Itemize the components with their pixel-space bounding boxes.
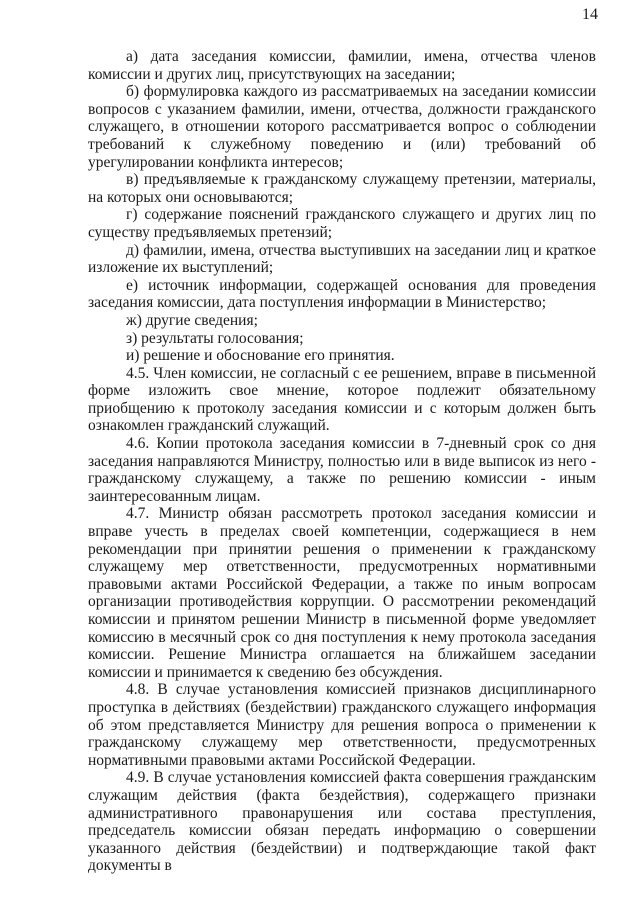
paragraph-item-i: и) решение и обоснование его принятия.: [126, 347, 395, 365]
paragraph-item-g: г) содержание пояснений гражданского служащего и других лиц по существу предъявляемых претензий;: [88, 206, 596, 241]
paragraph-4-9: 4.9. В случае установления комиссией факта совершения гражданским служащим действия (факта бездействия), содержащего признаки административного правонарушения или состава преступления, председатель комиссии обязан передать информацию о совершении указанного действия (бездействии) и подтверждающие такой факт документы в: [88, 769, 596, 875]
paragraph-item-a: а) дата заседания комиссии, фамилии, имена, отчества членов комиссии и других лиц, присутствующих на заседании;: [88, 48, 596, 83]
paragraph-4-5: 4.5. Член комиссии, не согласный с ее решением, вправе в письменной форме изложить свое мнение, которое подлежит обязательному приобщению к протоколу заседания комиссии и с которым должен быть ознакомлен гражданский служащий.: [88, 364, 596, 435]
paragraph-item-v: в) предъявляемые к гражданскому служащему претензии, материалы, на которых они основываются;: [88, 171, 596, 206]
paragraph-item-d: д) фамилии, имена, отчества выступивших на заседании лиц и краткое изложение их выступлений;: [88, 241, 596, 277]
paragraph-item-z: з) результаты голосования;: [126, 329, 304, 347]
paragraph-item-b: б) формулировка каждого из рассматриваемых на заседании комиссии вопросов с указанием фамилии, имени, отчества, должности гражданского служащего, в отношении которого рассматривается вопрос о соблюдении требований к служебному поведению и (или) требований об урегулировании конфликта интересов;: [88, 83, 596, 171]
paragraph-item-e: е) источник информации, содержащей основания для проведения заседания комиссии, дата поступления информации в Министерство;: [88, 276, 596, 312]
paragraph-4-6: 4.6. Копии протокола заседания комиссии в 7-дневный срок со дня заседания направляются Министру, полностью или в виде выписок из него - гражданскому служащему, а также по решению комиссии - иным заинтересованным лицам.: [88, 435, 596, 505]
page-number: 14: [582, 6, 598, 23]
paragraph-4-8: 4.8. В случае установления комиссией признаков дисциплинарного проступка в действиях (бездействии) гражданского служащего информация об этом представляется Министру для решения вопроса о применении к гражданскому служащему мер ответственности, предусмотренных нормативными правовыми актами Российской Федерации.: [88, 681, 596, 769]
paragraph-item-zh: ж) другие сведения;: [126, 311, 258, 329]
paragraph-4-7: 4.7. Министр обязан рассмотреть протокол заседания комиссии и вправе учесть в пределах своей компетенции, содержащиеся в нем рекомендации при принятии решения о применении к гражданскому служащему мер ответственности, предусмотренных нормативными правовыми актами Российской Федерации, а также по иным вопросам организации противодействия коррупции. О рассмотрении рекомендаций комиссии и принятом решении Министр в письменной форме уведомляет комиссию в месячный срок со дня поступления к нему протокола заседания комиссии. Решение Министра оглашается на ближайшем заседании комиссии и принимается к сведению без обсуждения.: [88, 505, 596, 681]
document-body: [88, 48, 596, 875]
